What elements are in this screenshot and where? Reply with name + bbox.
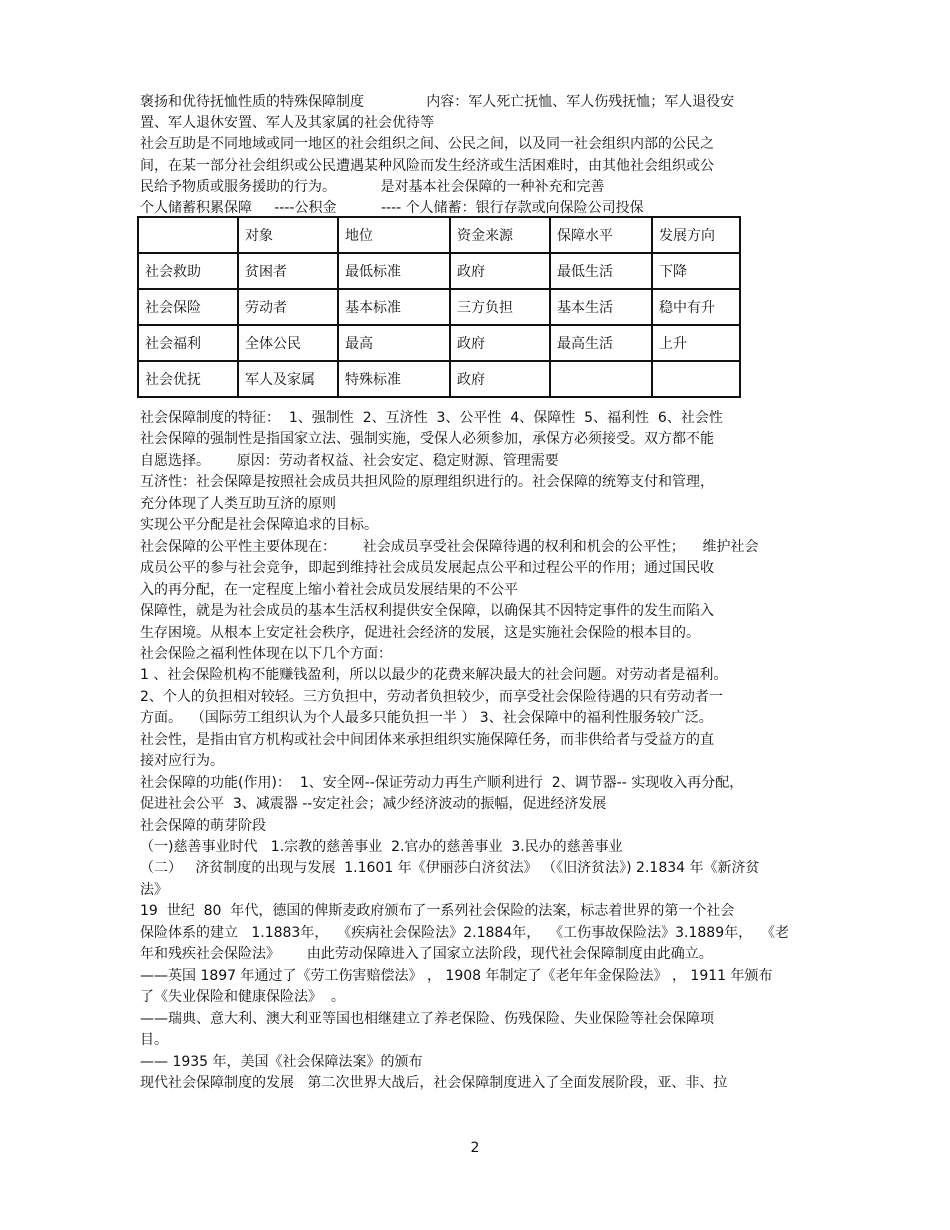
table-cell <box>550 361 652 397</box>
text-line: （二） 济贫制度的出现与发展 1.1601 年《伊丽莎白济贫法》 （《旧济贫法》) 2.1834 年《新济贫 <box>140 860 760 876</box>
text-line: （一)慈善事业时代 1.宗教的慈善事业 2.官办的慈善事业 3.民办的慈善事业 <box>140 839 623 855</box>
table-header-row <box>138 217 740 253</box>
table-cell: 社会救助 <box>138 253 238 289</box>
table-header-cell: 发展方向 <box>652 217 740 253</box>
table-header-cell: 对象 <box>238 217 338 253</box>
table-cell <box>652 361 740 397</box>
table-cell: 社会优抚 <box>138 361 238 397</box>
table-cell: 稳中有升 <box>652 289 740 325</box>
text-line: 社会保障的强制性是指国家立法、强制实施，受保人必须参加，承保方必须接受。双方都不能 <box>140 431 714 447</box>
table-row <box>138 253 740 289</box>
table-cell: 政府 <box>450 361 550 397</box>
text-line: 了《失业保险和健康保险法》 。 <box>140 989 345 1005</box>
table-cell: 全体公民 <box>238 325 338 361</box>
text-line: 社会性，是指由官方机构或社会中间团体来承担组织实施保障任务，而非供给者与受益方的直 <box>140 732 714 748</box>
table-cell: 社会保险 <box>138 289 238 325</box>
text-line: 年和残疾社会保险法》 由此劳动保障进入了国家立法阶段，现代社会保障制度由此确立。 <box>140 946 713 962</box>
text-line: 方面。 （国际劳工组织认为个人最多只能负担一半 ） 3、社会保障中的福利性服务较广泛。 <box>140 710 713 726</box>
table-cell: 社会福利 <box>138 325 238 361</box>
table-cell: 政府 <box>450 325 550 361</box>
text-line: 社会保险之福利性体现在以下几个方面： <box>140 646 392 662</box>
text-line: 生存困境。从根本上安定社会秩序，促进社会经济的发展，这是实施社会保险的根本目的。 <box>140 625 700 641</box>
text-line: 社会互助是不同地域或同一地区的社会组织之间、公民之间，以及同一社会组织内部的公民之 <box>140 136 714 152</box>
text-line: 褒扬和优待抚恤性质的特殊保障制度 内容：军人死亡抚恤、军人伤残抚恤；军人退役安 <box>140 94 735 110</box>
text-line: ——瑞典、意大利、澳大利亚等国也相继建立了养老保险、伤残保险、失业保险等社会保障项 <box>140 1011 714 1027</box>
table-cell: 最低生活 <box>550 253 652 289</box>
text-line: 2、个人的负担相对较轻。三方负担中，劳动者负担较少，而享受社会保险待遇的只有劳动者一 <box>140 689 723 705</box>
table-header-cell <box>138 217 238 253</box>
text-line: —— 1935 年，美国《社会保障法案》的颁布 <box>140 1054 423 1070</box>
text-line: 促进社会公平 3、减震器 --安定社会；减少经济波动的振幅，促进经济发展 <box>140 796 607 812</box>
table-cell: 上升 <box>652 325 740 361</box>
table-cell: 军人及家属 <box>238 361 338 397</box>
text-line: ——英国 1897 年通过了《劳工伤害赔偿法》 ， 1908 年制定了《老年年金保险法》 ， 1911 年颁布 <box>140 968 773 984</box>
table-cell: 基本标准 <box>338 289 450 325</box>
table-row <box>138 361 740 397</box>
text-line: 保障性，就是为社会成员的基本生活权利提供安全保障，以确保其不因特定事件的发生而陷入 <box>140 603 714 619</box>
table-header-cell: 资金来源 <box>450 217 550 253</box>
text-line: 保险体系的建立 1.1883年， 《疾病社会保险法》2.1884年， 《工伤事故保险法》3.1889年， 《老 <box>140 925 790 941</box>
text-line: 社会保障的公平性主要体现在： 社会成员享受社会保障待遇的权利和机会的公平性； 维护社会 <box>140 539 759 555</box>
text-line: 法》 <box>140 882 168 898</box>
table-cell: 劳动者 <box>238 289 338 325</box>
table-cell: 三方负担 <box>450 289 550 325</box>
text-line: 社会保障制度的特征： 1、强制性 2、互济性 3、公平性 4、保障性 5、福利性 6、社会性 <box>140 410 723 426</box>
text-line: 充分体现了人类互助互济的原则 <box>140 496 336 512</box>
text-line: 接对应行为。 <box>140 753 224 769</box>
table-cell: 下降 <box>652 253 740 289</box>
comparison-table <box>137 216 741 398</box>
text-line: 现代社会保障制度的发展 第二次世界大战后，社会保障制度进入了全面发展阶段，亚、非、拉 <box>140 1075 728 1091</box>
text-line: 间，在某一部分社会组织或公民遭遇某种风险而发生经济或生活困难时，由其他社会组织或公 <box>140 158 714 174</box>
table-row <box>138 289 740 325</box>
text-line: 个人储蓄积累保障 ----公积金 ---- 个人储蓄：银行存款或向保险公司投保 <box>140 200 644 216</box>
table-cell: 特殊标准 <box>338 361 450 397</box>
table-header-cell: 保障水平 <box>550 217 652 253</box>
table-cell: 政府 <box>450 253 550 289</box>
text-line: 成员公平的参与社会竞争，即起到维持社会成员发展起点公平和过程公平的作用；通过国民收 <box>140 560 714 576</box>
text-line: 目。 <box>140 1032 168 1048</box>
text-line: 民给予物质或服务援助的行为。 是对基本社会保障的一种补充和完善 <box>140 179 605 195</box>
table-cell: 贫困者 <box>238 253 338 289</box>
text-line: 实现公平分配是社会保障追求的目标。 <box>140 517 378 533</box>
text-line: 社会保障的功能(作用)： 1、安全网--保证劳动力再生产顺利进行 2、调节器-- 实现收入再分配， <box>140 775 744 791</box>
text-line: 社会保障的萌芽阶段 <box>140 818 266 834</box>
text-line: 1 、社会保险机构不能赚钱盈利，所以以最少的花费来解决最大的社会问题。对劳动者是福利。 <box>140 667 728 683</box>
text-line: 置、军人退休安置、军人及其家属的社会优待等 <box>140 115 434 131</box>
text-line: 互济性：社会保障是按照社会成员共担风险的原理组织进行的。社会保障的统筹支付和管理， <box>140 474 714 490</box>
table-row <box>138 325 740 361</box>
table-cell: 最高 <box>338 325 450 361</box>
text-line: 自愿选择。 原因：劳动者权益、社会安定、稳定财源、管理需要 <box>140 453 559 469</box>
text-line: 入的再分配，在一定程度上缩小着社会成员发展结果的不公平 <box>140 582 518 598</box>
table-cell: 基本生活 <box>550 289 652 325</box>
table-header-cell: 地位 <box>338 217 450 253</box>
page-number: 2 <box>470 1140 480 1156</box>
table-cell: 最高生活 <box>550 325 652 361</box>
text-line: 19 世纪 80 年代，德国的俾斯麦政府颁布了一系列社会保险的法案，标志着世界的第一个社会 <box>140 903 735 919</box>
table-cell: 最低标准 <box>338 253 450 289</box>
